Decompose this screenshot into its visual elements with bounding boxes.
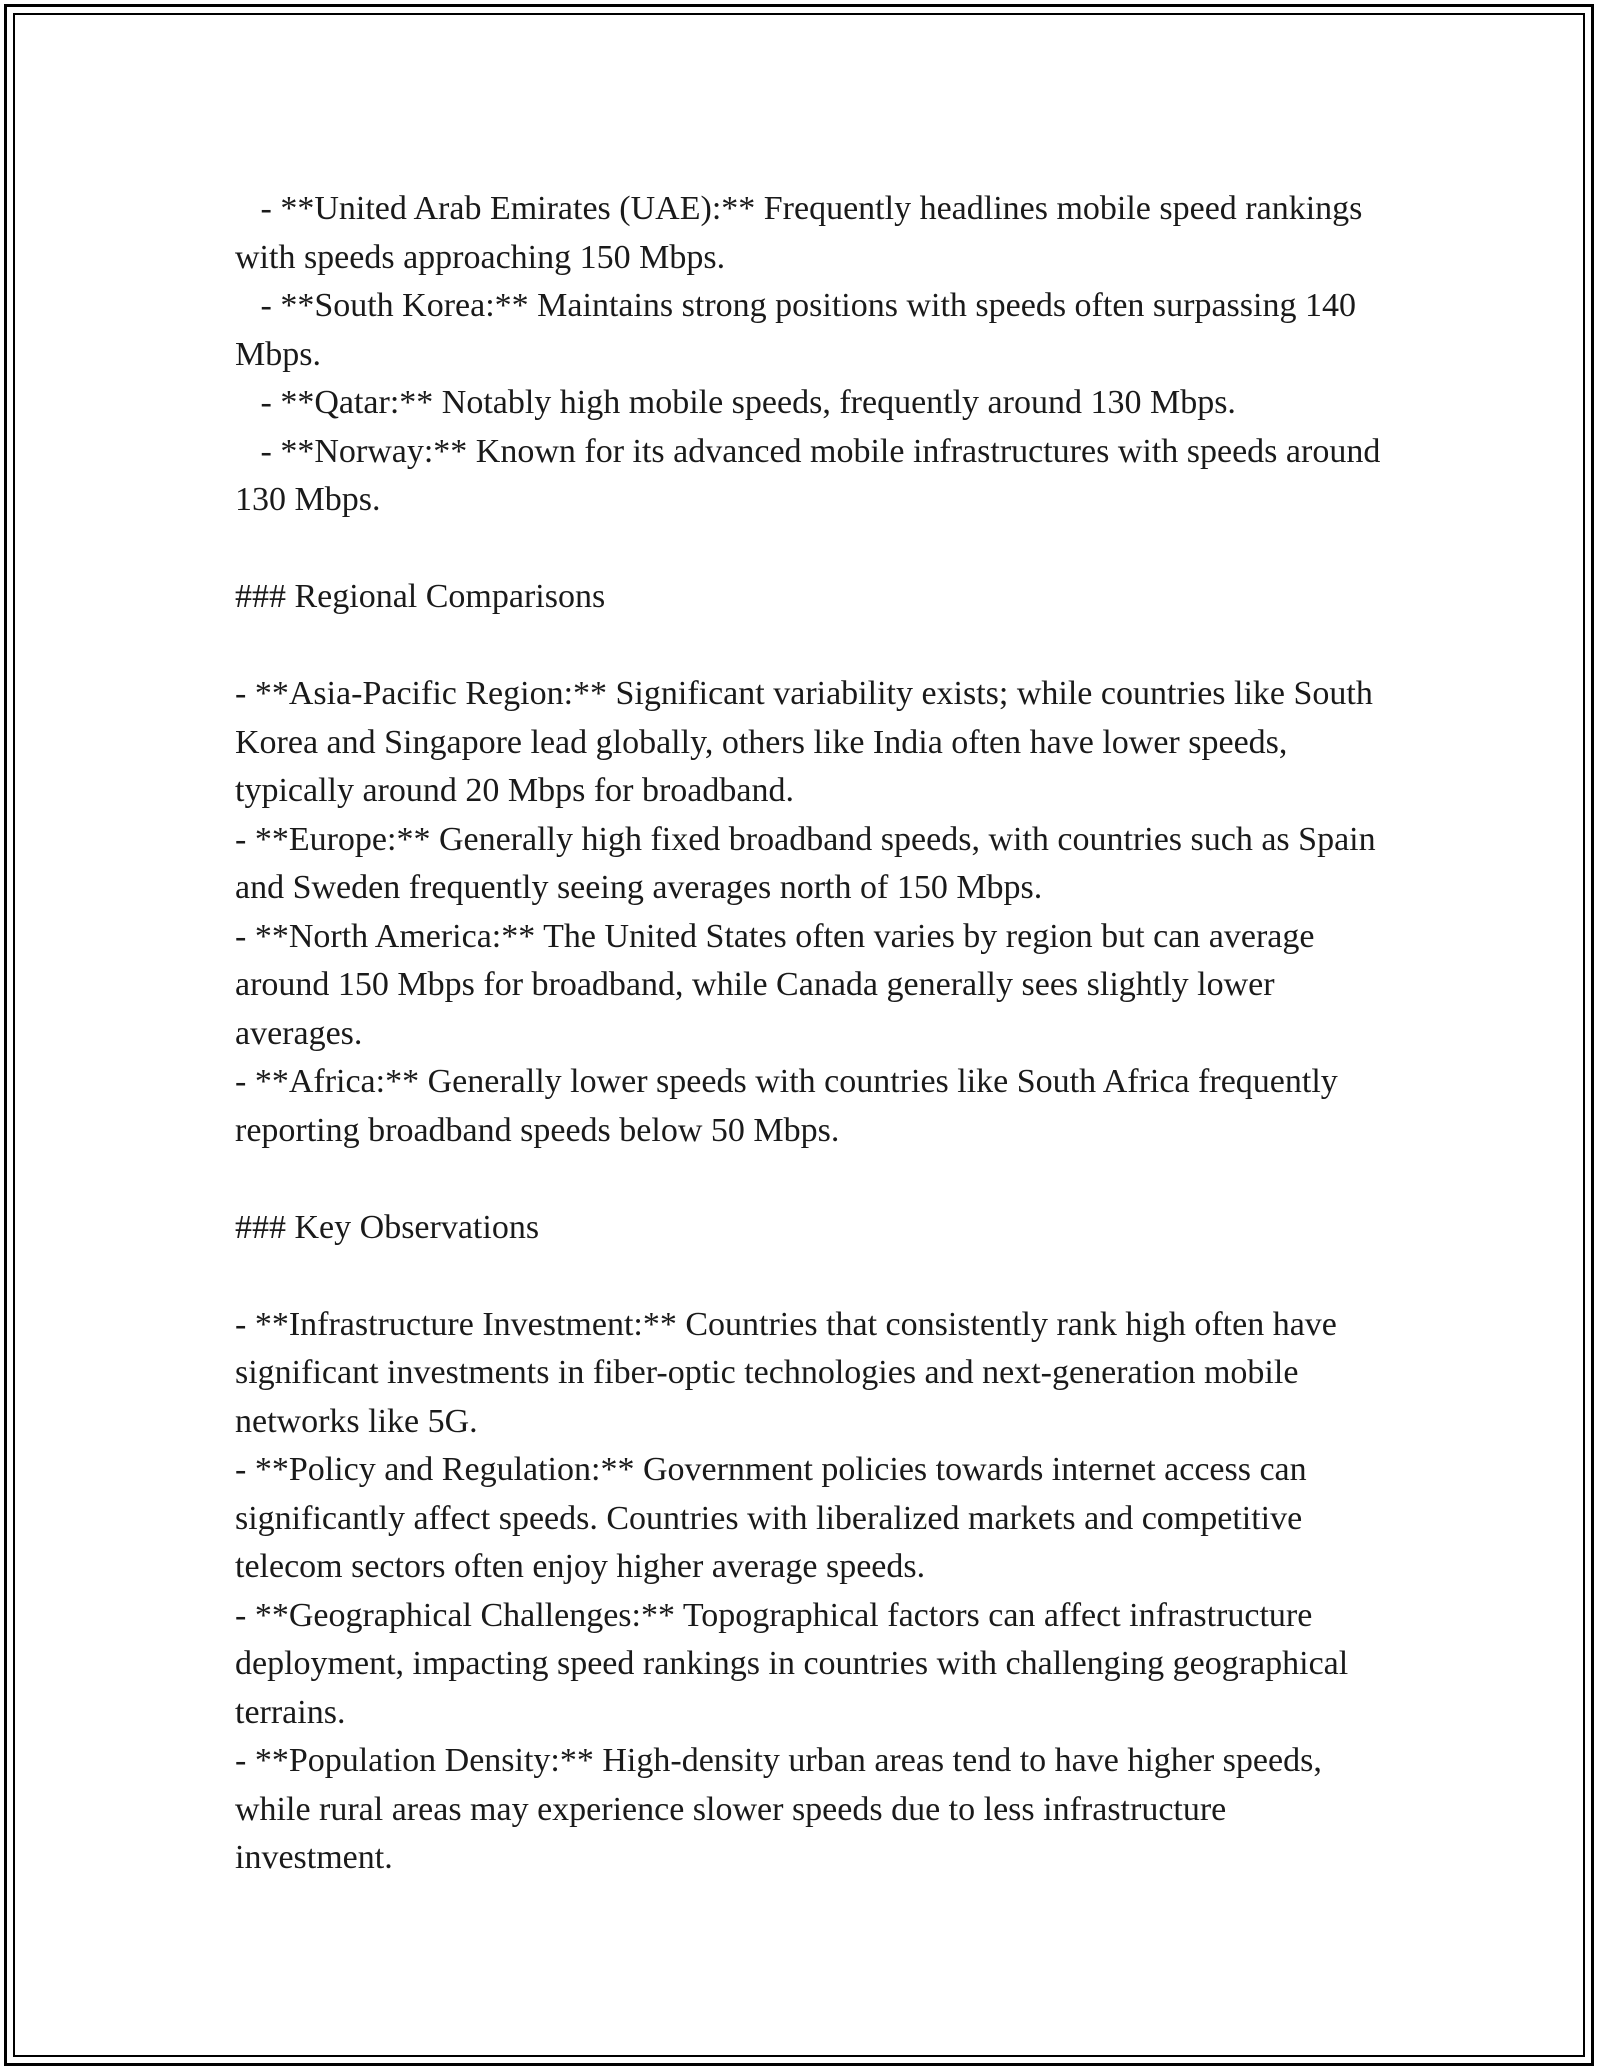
- list-item-uae: - **United Arab Emirates (UAE):** Frequently headlines mobile speed rankings with speeds approaching 150 Mbps.: [235, 190, 1371, 276]
- list-item-asia-pacific: - **Asia-Pacific Region:** Significant variability exists; while countries like South Korea and Singapore lead globally, others like India often have lower speeds, typically around 20 Mbps for broadband.: [235, 675, 1382, 809]
- list-item-geography: - **Geographical Challenges:** Topographical factors can affect infrastructure deployment, impacting speed rankings in countries with challenging geographical terrains.: [235, 1596, 1357, 1731]
- spacer: [235, 1155, 1385, 1204]
- list-item-europe: - **Europe:** Generally high fixed broadband speeds, with countries such as Spain and Sweden frequently seeing averages north of 150 Mbps.: [235, 820, 1385, 906]
- list-item-population: - **Population Density:** High-density urban areas tend to have higher speeds, while rural areas may experience slower speeds due to less infrastructure investment.: [235, 1742, 1331, 1876]
- list-item-north-america: - **North America:** The United States often varies by region but can average around 150 Mbps for broadband, while Canada generally sees slightly lower averages.: [235, 917, 1323, 1052]
- observations-list: [235, 1301, 1385, 1883]
- spacer: [235, 622, 1385, 671]
- spacer: [235, 1252, 1385, 1301]
- list-item-qatar: - **Qatar:** Notably high mobile speeds, frequently around 130 Mbps.: [235, 384, 1236, 421]
- mobile-speed-list: [235, 185, 1389, 525]
- list-item-south-korea: - **South Korea:** Maintains strong positions with speeds often surpassing 140 Mbps.: [235, 287, 1365, 373]
- spacer: [235, 525, 1385, 574]
- document-body: [235, 185, 1389, 1883]
- regional-list: [235, 670, 1385, 1155]
- list-item-africa: - **Africa:** Generally lower speeds with countries like South Africa frequently reporting broadband speeds below 50 Mbps.: [235, 1063, 1347, 1149]
- list-item-norway: - **Norway:** Known for its advanced mobile infrastructures with speeds around 130 Mbps.: [235, 432, 1389, 518]
- list-item-policy: - **Policy and Regulation:** Government policies towards internet access can significantly affect speeds. Countries with liberalized markets and competitive telecom sectors often enjoy higher average speeds.: [235, 1451, 1316, 1585]
- list-item-infrastructure: - **Infrastructure Investment:** Countries that consistently rank high often have significant investments in fiber-optic technologies and next-generation mobile networks like 5G.: [235, 1305, 1346, 1440]
- section-heading-regional: ### Regional Comparisons: [235, 578, 606, 615]
- section-heading-observations: ### Key Observations: [235, 1208, 540, 1246]
